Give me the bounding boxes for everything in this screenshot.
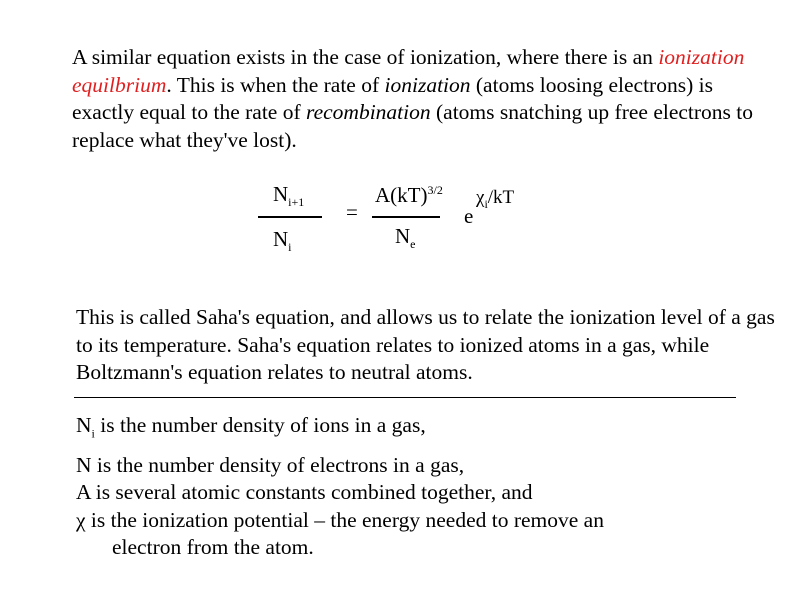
intro-paragraph bbox=[72, 44, 772, 154]
definition-a: A is several atomic constants combined together, and bbox=[76, 480, 533, 505]
term-ionization: ionization bbox=[384, 72, 471, 97]
exp-base: e bbox=[464, 204, 474, 228]
intro-text-3: (atoms loosing electrons) is exactly equal to the rate of bbox=[72, 72, 713, 124]
intro-text-4: (atoms snatching up free electrons to replace what they've lost). bbox=[72, 100, 754, 152]
lhs-numerator-subscript: i+1 bbox=[288, 195, 305, 210]
intro-text-2: . This is when the rate of bbox=[166, 72, 385, 97]
chi-symbol: χ bbox=[76, 507, 86, 532]
lhs-denominator-subscript: i bbox=[288, 240, 292, 255]
exponent: $\chi_i/kT$ bbox=[476, 187, 515, 211]
equals-sign: = bbox=[346, 200, 358, 224]
rhs-denominator: $N_e$ bbox=[395, 224, 416, 252]
chi-symbol: χ bbox=[476, 187, 485, 208]
rhs-denominator-subscript: e bbox=[410, 237, 416, 252]
rhs-numerator: A(kT)$^{3/2}$ bbox=[375, 183, 443, 207]
definition-chi: χ is the ionization potential – the energy needed to remove an electron from the atom. bbox=[76, 507, 604, 560]
intro-text-1: A similar equation exists in the case of ionization, where there is an bbox=[72, 45, 659, 69]
definition-ni: $N_i$ is the number density of ions in a gas, bbox=[76, 413, 426, 441]
definitions-list bbox=[76, 412, 776, 562]
rhs-fraction-bar bbox=[372, 216, 440, 218]
term-ionization-equilibrium: ionization equilbrium bbox=[72, 45, 745, 97]
divider bbox=[74, 397, 736, 398]
rhs-numerator-superscript: 3/2 bbox=[427, 183, 443, 197]
lhs-fraction-bar bbox=[258, 216, 322, 218]
lhs-numerator: $N_{i+1}$ bbox=[273, 182, 305, 210]
term-recombination: recombination bbox=[306, 100, 431, 124]
chi-subscript: i bbox=[484, 196, 488, 211]
definition-n: N is the number density of electrons in a gas, bbox=[76, 452, 465, 477]
lhs-denominator: $N_i$ bbox=[273, 227, 292, 255]
saha-paragraph: This is called Saha's equation, and allows us to relate the ionization level of a gas to its temperature. Saha's equation relates to ionized atoms in a gas, while Boltzmann's equation relates to neutral atoms. bbox=[76, 305, 775, 384]
